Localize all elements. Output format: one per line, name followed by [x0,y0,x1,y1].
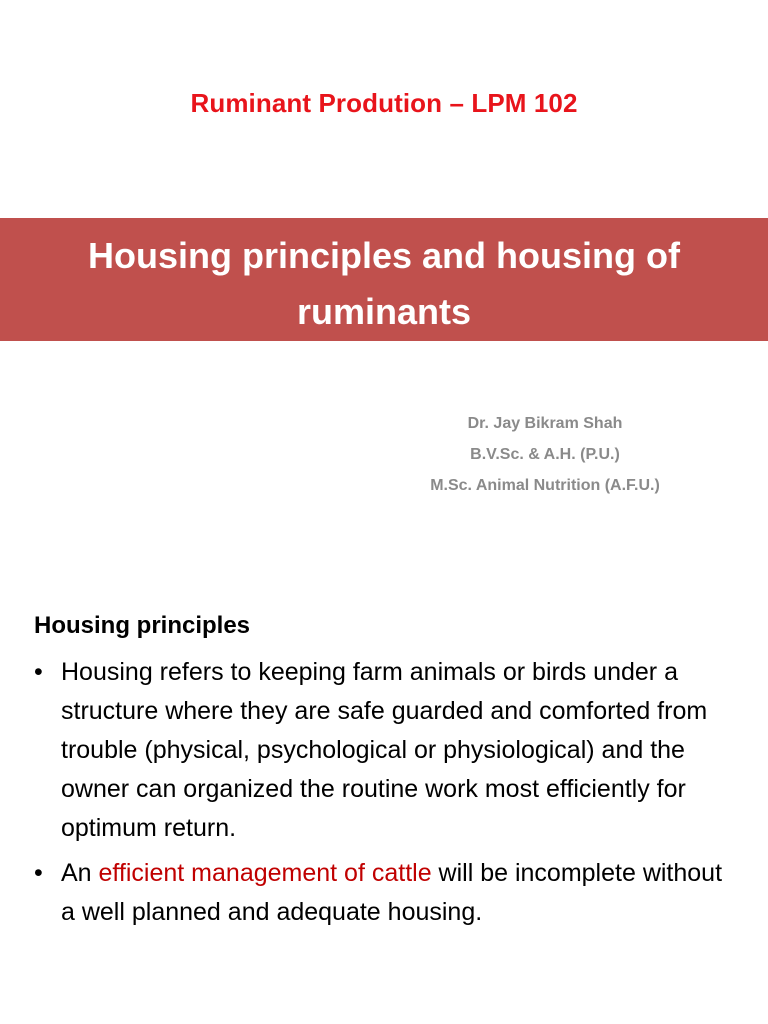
author-degree-1: B.V.Sc. & A.H. (P.U.) [470,446,620,463]
slide-title-line-2: ruminants [296,291,472,332]
slide-title [0,228,768,340]
author-block [380,408,710,501]
bullet-icon: • [34,658,43,686]
bullet-list [34,653,734,938]
author-name: Dr. Jay Bikram Shah [467,415,623,432]
bullet-highlight-text: efficient management of cattle [98,859,432,887]
section-heading: Housing principles [34,612,251,639]
bullet-icon: • [34,859,43,887]
bullet-text-before: An [61,859,99,887]
author-degree-2: M.Sc. Animal Nutrition (A.F.U.) [430,477,660,494]
slide-title-line-1: Housing principles and housing of [88,235,680,276]
bullet-text-after: will be incomplete without a well planned and adequate housing. [61,859,723,926]
course-title: Ruminant Prodution – LPM 102 [190,88,578,118]
bullet-item [34,854,734,932]
bullet-text: Housing refers to keeping farm animals or birds under a structure where they are safe guarded and comforted from trouble (physical, psychological or physiological) and the owner can organized the routine work most efficiently for optimum return. [61,658,708,842]
bullet-item [34,653,734,848]
